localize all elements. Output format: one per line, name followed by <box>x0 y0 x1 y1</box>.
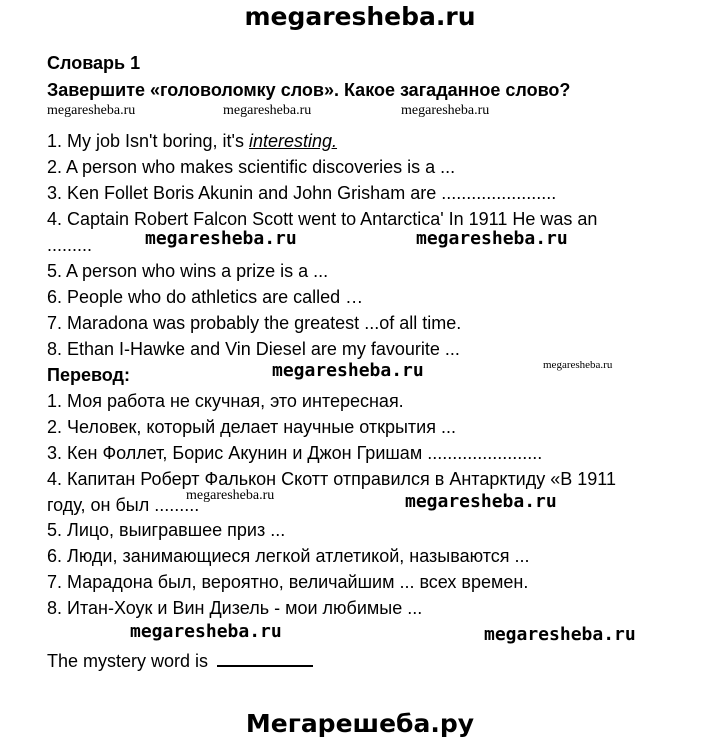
question-1 <box>47 131 337 152</box>
question-2: 2. A person who makes scientific discoveries is a ... <box>47 157 456 177</box>
translation-line: 6. Люди, занимающиеся легкой атлетикой, называются ... <box>47 546 530 566</box>
question-8: 8. Ethan I-Hawke and Vin Diesel are my favourite ... <box>47 339 460 359</box>
question-4-continued: ......... <box>47 235 93 255</box>
translation-title: Перевод: <box>47 365 130 385</box>
answer-text: interesting. <box>248 131 338 151</box>
watermark: megaresheba.ru <box>186 488 275 503</box>
mystery-word-blank <box>217 650 313 667</box>
watermark: megaresheba.ru <box>130 621 282 642</box>
question-5: 5. A person who wins a prize is a ... <box>47 261 329 281</box>
translation-line: 1. Моя работа не скучная, это интересная. <box>47 391 404 411</box>
translation-line: 2. Человек, который делает научные открытия ... <box>47 417 456 437</box>
watermark: megaresheba.ru <box>484 624 636 645</box>
translation-line: 7. Марадона был, вероятно, величайшим ... всех времен. <box>47 572 529 592</box>
translation-line: 3. Кен Фоллет, Борис Акунин и Джон Гришам ....................... <box>47 443 543 463</box>
translation-line: году, он был ......... <box>47 495 200 515</box>
site-footer: Мегарешеба.ру <box>245 709 475 738</box>
translation-line: 5. Лицо, выигравшее приз ... <box>47 520 286 540</box>
site-header: megaresheba.ru <box>244 2 476 31</box>
task-instruction: Завершите «головоломку слов». Какое загаданное слово? <box>47 80 571 100</box>
watermark: megaresheba.ru <box>223 103 312 118</box>
section-title: Словарь 1 <box>47 53 141 73</box>
question-6: 6. People who do athletics are called … <box>47 287 364 307</box>
translation-line: 8. Итан-Хоук и Вин Дизель - мои любимые ... <box>47 598 423 618</box>
watermark: megaresheba.ru <box>405 491 557 512</box>
watermark: megaresheba.ru <box>47 103 136 118</box>
watermark: megaresheba.ru <box>272 360 424 381</box>
question-text: 1. My job Isn't boring, it's <box>47 131 249 151</box>
watermark: megaresheba.ru <box>416 228 568 249</box>
watermark: megaresheba.ru <box>401 103 490 118</box>
mystery-word-label: The mystery word is <box>47 651 214 671</box>
question-3: 3. Ken Follet Boris Akunin and John Grisham are ....................... <box>47 183 557 203</box>
question-4: 4. Captain Robert Falcon Scott went to Antarctica' In 1911 He was an <box>47 209 598 229</box>
translation-line: 4. Капитан Роберт Фалькон Скотт отправился в Антарктиду «В 1911 <box>47 469 616 489</box>
question-7: 7. Maradona was probably the greatest ...of all time. <box>47 313 462 333</box>
watermark: megaresheba.ru <box>145 228 297 249</box>
watermark: megaresheba.ru <box>543 359 613 371</box>
mystery-word-line <box>47 650 313 672</box>
